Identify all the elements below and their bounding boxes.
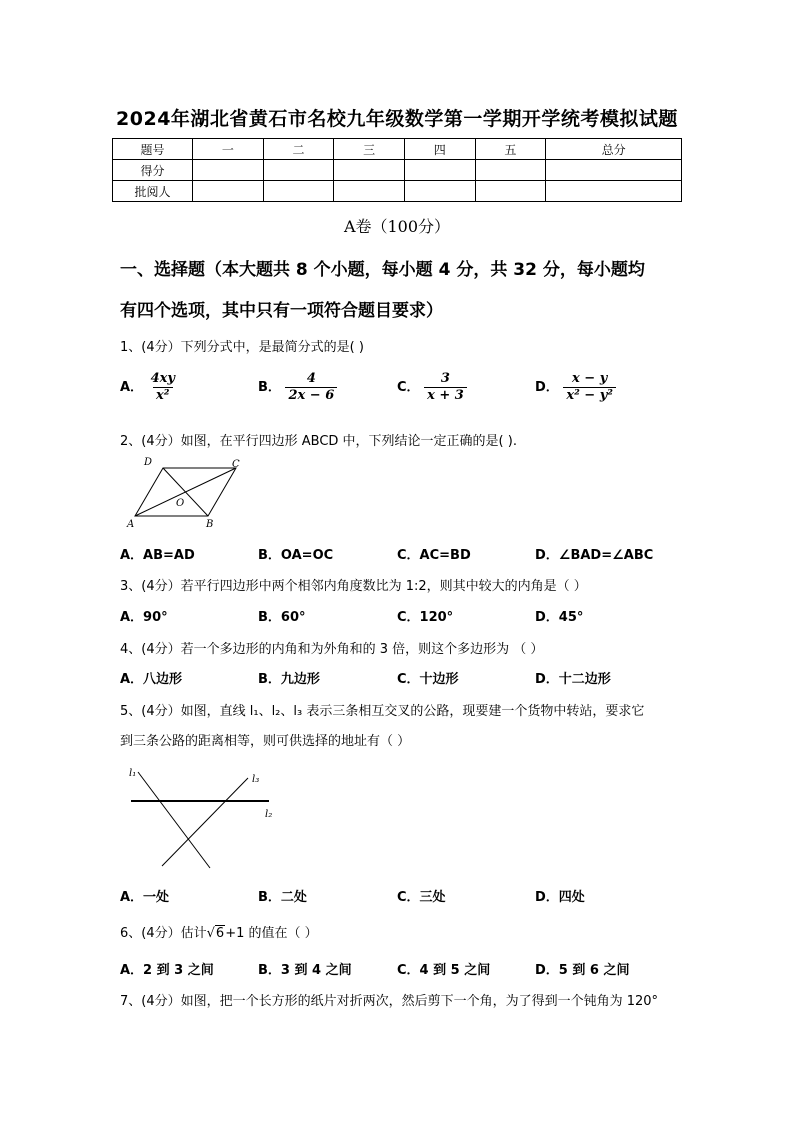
vertex-label-a: A — [127, 519, 135, 530]
fraction: $\frac{4}{2x - 6}$ — [285, 371, 337, 404]
table-cell[interactable] — [546, 160, 682, 181]
option-label: B． — [258, 380, 281, 395]
q2-option-b[interactable]: B．OA=OC — [258, 548, 334, 563]
q4-option-a[interactable]: A．八边形 — [120, 672, 183, 687]
q1-option-a[interactable] — [120, 371, 178, 404]
question-4-stem: 4、(4分）若一个多边形的内角和为外角和的 3 倍，则这个多边形为 （ ） — [120, 642, 544, 657]
option-label: C． — [397, 380, 420, 395]
question-1-stem: 1、(4分）下列分式中，是最简分式的是( ) — [120, 340, 364, 355]
label-l1: l₁ — [129, 768, 137, 779]
table-cell: 四 — [404, 139, 475, 160]
section-heading-line2: 有四个选项，其中只有一项符合题目要求） — [120, 301, 443, 321]
radicand: 6 — [215, 926, 225, 941]
parallelogram-figure — [126, 454, 246, 530]
fraction: $\frac{3}{x + 3}$ — [424, 371, 467, 404]
vertex-label-b: B — [206, 519, 214, 530]
table-cell: 得分 — [113, 160, 193, 181]
q1-option-c[interactable] — [397, 371, 467, 404]
q4-option-d[interactable]: D．十二边形 — [535, 672, 611, 687]
table-cell: 五 — [475, 139, 546, 160]
table-cell[interactable] — [404, 160, 475, 181]
q2-option-a[interactable]: A．AB=AD — [120, 548, 195, 563]
q3-option-d[interactable]: D．45° — [535, 610, 584, 625]
option-label: A． — [120, 380, 144, 395]
q2-option-d[interactable]: D．∠BAD=∠ABC — [535, 548, 654, 563]
question-5-stem-line2: 到三条公路的距离相等，则可供选择的地址有（ ） — [120, 734, 411, 749]
table-cell[interactable] — [404, 181, 475, 202]
vertex-label-c: C — [232, 459, 240, 470]
q1-option-d[interactable] — [535, 371, 616, 404]
q6-option-c[interactable]: C．4 到 5 之间 — [397, 963, 491, 978]
q5-option-d[interactable]: D．四处 — [535, 890, 585, 905]
three-lines-figure — [126, 764, 278, 872]
q5-option-c[interactable]: C．三处 — [397, 890, 446, 905]
question-3-stem: 3、(4分）若平行四边形中两个相邻内角度数比为 1:2，则其中较大的内角是（ ） — [120, 579, 587, 594]
question-2-stem: 2、(4分）如图，在平行四边形 ABCD 中，下列结论一定正确的是( ). — [120, 434, 517, 449]
q4-option-c[interactable]: C．十边形 — [397, 672, 459, 687]
question-5-stem-line1: 5、(4分）如图，直线 l₁、l₂、l₃ 表示三条相互交叉的公路，现要建一个货物中转站，要求它 — [120, 704, 645, 719]
table-cell: 总分 — [546, 139, 682, 160]
q5-option-b[interactable]: B．二处 — [258, 890, 307, 905]
paper-section-label: A卷（100分） — [343, 217, 451, 236]
table-cell: 批阅人 — [113, 181, 193, 202]
q3-option-b[interactable]: B．60° — [258, 610, 306, 625]
table-cell: 二 — [263, 139, 334, 160]
q5-option-a[interactable]: A．一处 — [120, 890, 170, 905]
q6-option-a[interactable]: A．2 到 3 之间 — [120, 963, 214, 978]
table-row — [113, 160, 682, 181]
table-cell: 一 — [193, 139, 264, 160]
score-table — [112, 138, 682, 202]
q1-option-b[interactable] — [258, 371, 337, 404]
section-heading-line1: 一、选择题（本大题共 8 个小题，每小题 4 分，共 32 分，每小题均 — [120, 260, 645, 280]
table-cell[interactable] — [263, 181, 334, 202]
table-cell[interactable] — [546, 181, 682, 202]
center-label-o: O — [176, 498, 185, 509]
label-l3: l₃ — [252, 774, 260, 785]
table-cell: 三 — [334, 139, 405, 160]
sqrt-sign: √ — [206, 926, 215, 941]
page-title: 2024年湖北省黄石市名校九年级数学第一学期开学统考模拟试题 — [116, 108, 678, 130]
q3-option-a[interactable]: A．90° — [120, 610, 168, 625]
fraction: $\frac{4xy}{\text{x²}}$ — [150, 371, 175, 403]
table-cell[interactable] — [334, 181, 405, 202]
vertex-label-d: D — [144, 457, 153, 468]
question-6-stem: 6、(4分）估计√6+1 的值在（ ） — [120, 926, 318, 941]
diagonal-bd — [163, 468, 208, 516]
table-cell[interactable] — [193, 181, 264, 202]
table-cell[interactable] — [334, 160, 405, 181]
fraction: $\frac{x - y}{\text{x² − y²}}$ — [563, 371, 616, 404]
table-cell[interactable] — [263, 160, 334, 181]
table-row — [113, 181, 682, 202]
table-cell: 题号 — [113, 139, 193, 160]
table-cell[interactable] — [475, 160, 546, 181]
q6-option-d[interactable]: D．5 到 6 之间 — [535, 963, 630, 978]
q3-option-c[interactable]: C．120° — [397, 610, 454, 625]
table-cell[interactable] — [193, 160, 264, 181]
label-l2: l₂ — [265, 809, 273, 820]
table-cell[interactable] — [475, 181, 546, 202]
q2-option-c[interactable]: C．AC=BD — [397, 548, 471, 563]
question-7-stem: 7、(4分）如图，把一个长方形的纸片对折两次，然后剪下一个角，为了得到一个钝角为 120° — [120, 994, 659, 1009]
q4-option-b[interactable]: B．九边形 — [258, 672, 320, 687]
option-label: D． — [535, 380, 559, 395]
table-row — [113, 139, 682, 160]
q6-option-b[interactable]: B．3 到 4 之间 — [258, 963, 352, 978]
